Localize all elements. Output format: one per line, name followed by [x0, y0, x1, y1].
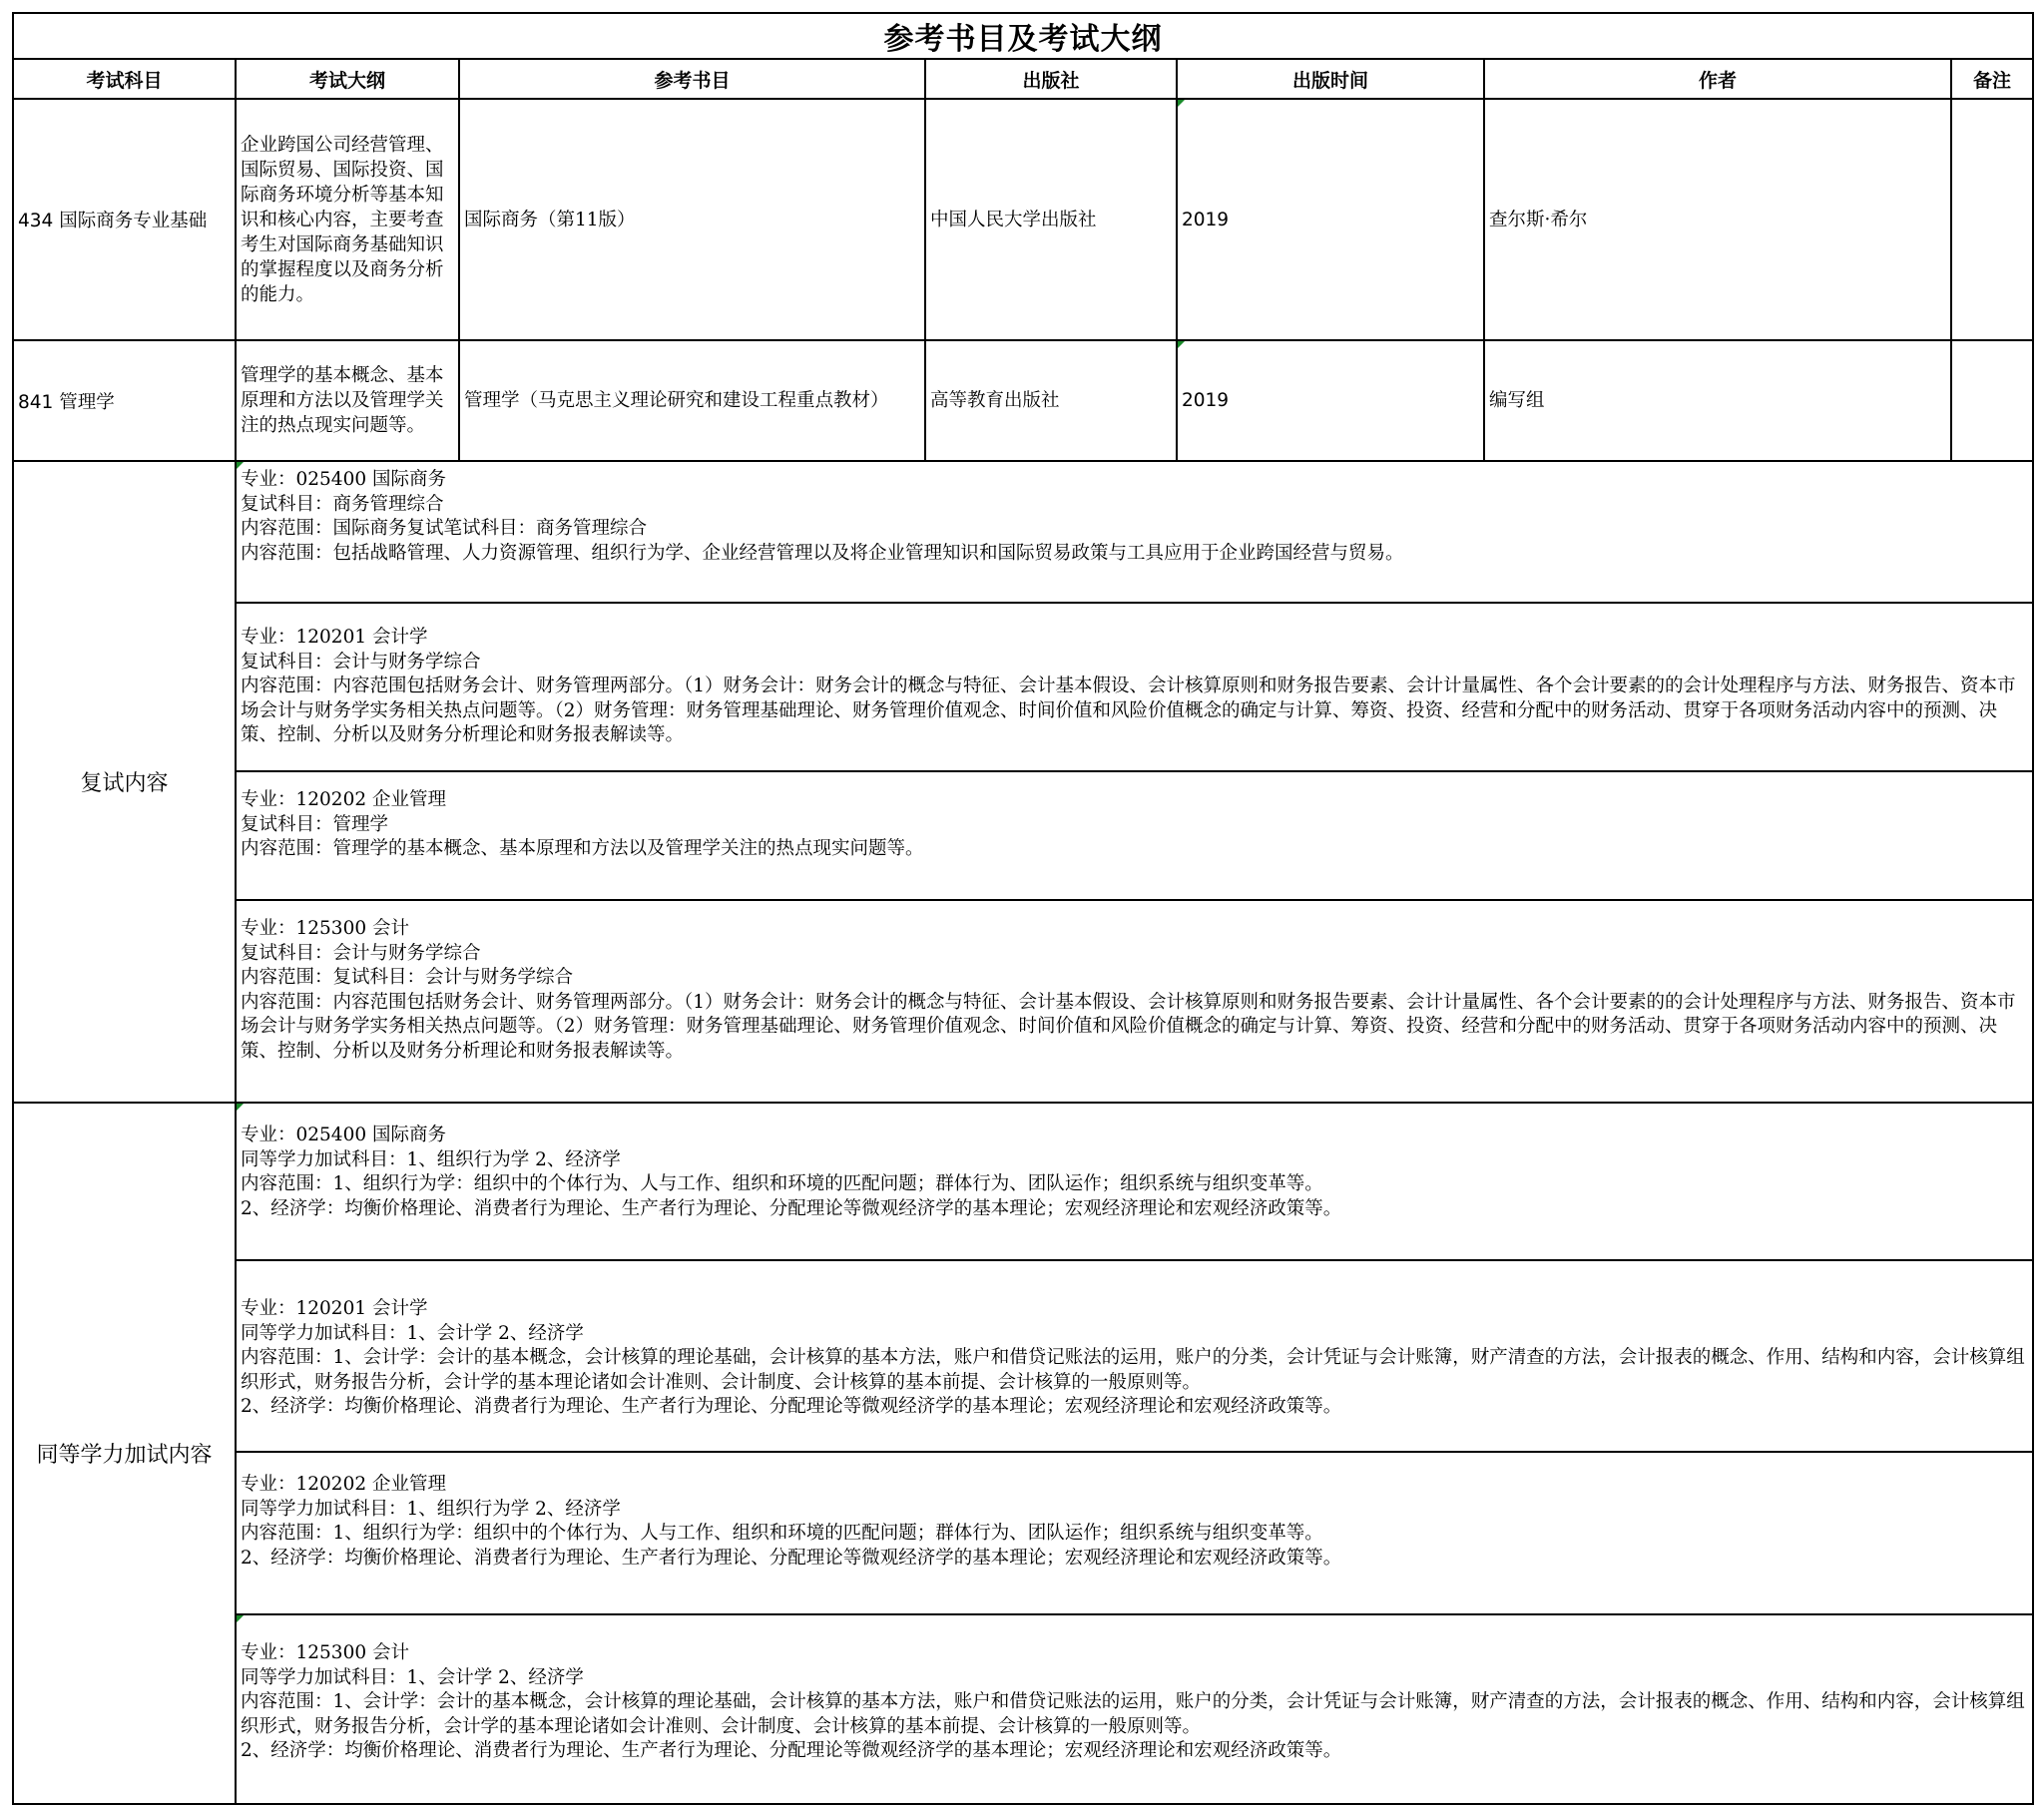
retest-block[interactable] [236, 900, 2033, 1103]
block-line: 内容范围：1、组织行为学：组织中的个体行为、人与工作、组织和环境的匹配问题；群体行为、团队运作；组织系统与组织变革等。 [241, 1523, 1323, 1544]
cell-outline[interactable]: 管理学的基本概念、基本原理和方法以及管理学关注的热点现实问题等。 [236, 340, 459, 461]
block-line: 专业：125300 会计 [241, 1642, 410, 1663]
extra-row [13, 1452, 2033, 1614]
block-line: 2、经济学：均衡价格理论、消费者行为理论、生产者行为理论、分配理论等微观经济学的基本理论；宏观经济理论和宏观经济政策等。 [241, 1396, 1342, 1417]
extra-block[interactable] [236, 1260, 2033, 1452]
block-line: 复试科目：会计与财务学综合 [241, 651, 481, 673]
block-line: 2、经济学：均衡价格理论、消费者行为理论、生产者行为理论、分配理论等微观经济学的基本理论；宏观经济理论和宏观经济政策等。 [241, 1197, 1342, 1219]
block-line: 专业：120201 会计学 [241, 627, 428, 648]
cell-outline[interactable]: 企业跨国公司经营管理、国际贸易、国际投资、国际商务环境分析等基本知识和核心内容，主要考查考生对国际商务基础知识的掌握程度以及商务分析的能力。 [236, 99, 459, 340]
block-line: 复试科目：管理学 [241, 813, 389, 835]
header-author[interactable]: 作者 [1484, 59, 1951, 99]
block-line: 内容范围：包括战略管理、人力资源管理、组织行为学、企业经营管理以及将企业管理知识和国际贸易政策与工具应用于企业跨国经营与贸易。 [241, 542, 1404, 564]
cell-author[interactable]: 查尔斯·希尔 [1484, 99, 1951, 340]
extra-block[interactable] [236, 1614, 2033, 1804]
retest-row [13, 603, 2033, 771]
cell-note[interactable] [1951, 99, 2033, 340]
block-line: 专业：025400 国际商务 [241, 469, 447, 490]
spreadsheet [12, 12, 2032, 1805]
retest-label[interactable]: 复试内容 [13, 461, 236, 1103]
comment-marker [1178, 100, 1185, 107]
cell-year[interactable] [1177, 99, 1484, 340]
block-line: 专业：120201 会计学 [241, 1298, 428, 1319]
block-line: 同等学力加试科目：1、会计学 2、经济学 [241, 1666, 584, 1688]
block-line: 内容范围：管理学的基本概念、基本原理和方法以及管理学关注的热点现实问题等。 [241, 838, 924, 859]
extra-block[interactable] [236, 1452, 2033, 1614]
block-line: 内容范围：1、组织行为学：组织中的个体行为、人与工作、组织和环境的匹配问题；群体行为、团队运作；组织系统与组织变革等。 [241, 1173, 1323, 1194]
year-text: 2019 [1182, 209, 1230, 230]
comment-marker [237, 1615, 244, 1622]
block-line: 同等学力加试科目：1、组织行为学 2、经济学 [241, 1498, 621, 1520]
year-text: 2019 [1182, 390, 1230, 411]
header-row [13, 59, 2033, 99]
block-line: 专业：025400 国际商务 [241, 1125, 447, 1145]
comment-marker [1178, 341, 1185, 348]
retest-row [13, 771, 2033, 900]
block-line: 专业：120202 企业管理 [241, 1474, 447, 1495]
block-line: 复试科目：商务管理综合 [241, 493, 444, 515]
block-line: 内容范围：内容范围包括财务会计、财务管理两部分。（1）财务会计：财务会计的概念与特征、会计基本假设、会计核算原则和财务报告要素、会计计量属性、各个会计要素的的会计处理程序与方法、财务报告、资本市场会计与财务学实务相关热点问题等。（2）财务管理：财务管理基础理论、财务管理价值观念、时间价值和风险价值概念的确定与计算、筹资、投资、经营和分配中的财务活动、贯穿于各项财务活动内容中的预测、决策、控制、分析以及财务分析理论和财务报表解读等。 [241, 676, 2016, 745]
cell-publisher[interactable]: 中国人民大学出版社 [925, 99, 1177, 340]
extra-row [13, 1260, 2033, 1452]
header-book[interactable]: 参考书目 [459, 59, 925, 99]
cell-year[interactable] [1177, 340, 1484, 461]
block-line: 内容范围：内容范围包括财务会计、财务管理两部分。（1）财务会计：财务会计的概念与特征、会计基本假设、会计核算原则和财务报告要素、会计计量属性、各个会计要素的的会计处理程序与方法、财务报告、资本市场会计与财务学实务相关热点问题等。（2）财务管理：财务管理基础理论、财务管理价值观念、时间价值和风险价值概念的确定与计算、筹资、投资、经营和分配中的财务活动、贯穿于各项财务活动内容中的预测、决策、控制、分析以及财务分析理论和财务报表解读等。 [241, 991, 2016, 1062]
table-row [13, 99, 2033, 340]
comment-marker [237, 1104, 244, 1111]
block-line: 2、经济学：均衡价格理论、消费者行为理论、生产者行为理论、分配理论等微观经济学的基本理论；宏观经济理论和宏观经济政策等。 [241, 1740, 1342, 1761]
block-line: 同等学力加试科目：1、会计学 2、经济学 [241, 1322, 584, 1344]
block-line: 内容范围：复试科目：会计与财务学综合 [241, 967, 574, 988]
block-line: 同等学力加试科目：1、组织行为学 2、经济学 [241, 1148, 621, 1170]
cell-subject[interactable]: 841 管理学 [13, 340, 236, 461]
block-line: 专业：120202 企业管理 [241, 789, 447, 810]
retest-block[interactable] [236, 461, 2033, 603]
retest-row [13, 900, 2033, 1103]
cell-publisher[interactable]: 高等教育出版社 [925, 340, 1177, 461]
header-note[interactable]: 备注 [1951, 59, 2033, 99]
header-year[interactable]: 出版时间 [1177, 59, 1484, 99]
retest-block[interactable] [236, 771, 2033, 900]
cell-author[interactable]: 编写组 [1484, 340, 1951, 461]
extra-row [13, 1614, 2033, 1804]
header-outline[interactable]: 考试大纲 [236, 59, 459, 99]
cell-subject[interactable]: 434 国际商务专业基础 [13, 99, 236, 340]
block-line: 2、经济学：均衡价格理论、消费者行为理论、生产者行为理论、分配理论等微观经济学的基本理论；宏观经济理论和宏观经济政策等。 [241, 1547, 1342, 1569]
block-line: 专业：125300 会计 [241, 918, 410, 939]
syllabus-table [12, 12, 2034, 1805]
block-line: 内容范围：国际商务复试笔试科目：商务管理综合 [241, 518, 648, 539]
sheet-title[interactable]: 参考书目及考试大纲 [13, 13, 2033, 59]
comment-marker [237, 462, 244, 469]
header-publisher[interactable]: 出版社 [925, 59, 1177, 99]
header-subject[interactable]: 考试科目 [13, 59, 236, 99]
table-row [13, 340, 2033, 461]
retest-row [13, 461, 2033, 603]
retest-block[interactable] [236, 603, 2033, 771]
extra-row [13, 1103, 2033, 1260]
extra-block[interactable] [236, 1103, 2033, 1260]
cell-book[interactable]: 国际商务（第11版） [459, 99, 925, 340]
cell-book[interactable]: 管理学（马克思主义理论研究和建设工程重点教材） [459, 340, 925, 461]
block-line: 复试科目：会计与财务学综合 [241, 942, 481, 964]
cell-note[interactable] [1951, 340, 2033, 461]
block-line: 内容范围：1、会计学：会计的基本概念，会计核算的理论基础，会计核算的基本方法，账户和借贷记账法的运用，账户的分类，会计凭证与会计账簿，财产清查的方法，会计报表的概念、作用、结构和内容，会计核算组织形式，财务报告分析，会计学的基本理论诸如会计准则、会计制度、会计核算的基本前提、会计核算的一般原则等。 [241, 1347, 2025, 1393]
extra-label[interactable]: 同等学力加试内容 [13, 1103, 236, 1804]
block-line: 内容范围：1、会计学：会计的基本概念，会计核算的理论基础，会计核算的基本方法，账户和借贷记账法的运用，账户的分类，会计凭证与会计账簿，财产清查的方法，会计报表的概念、作用、结构和内容，会计核算组织形式，财务报告分析，会计学的基本理论诸如会计准则、会计制度、会计核算的基本前提、会计核算的一般原则等。 [241, 1691, 2025, 1737]
